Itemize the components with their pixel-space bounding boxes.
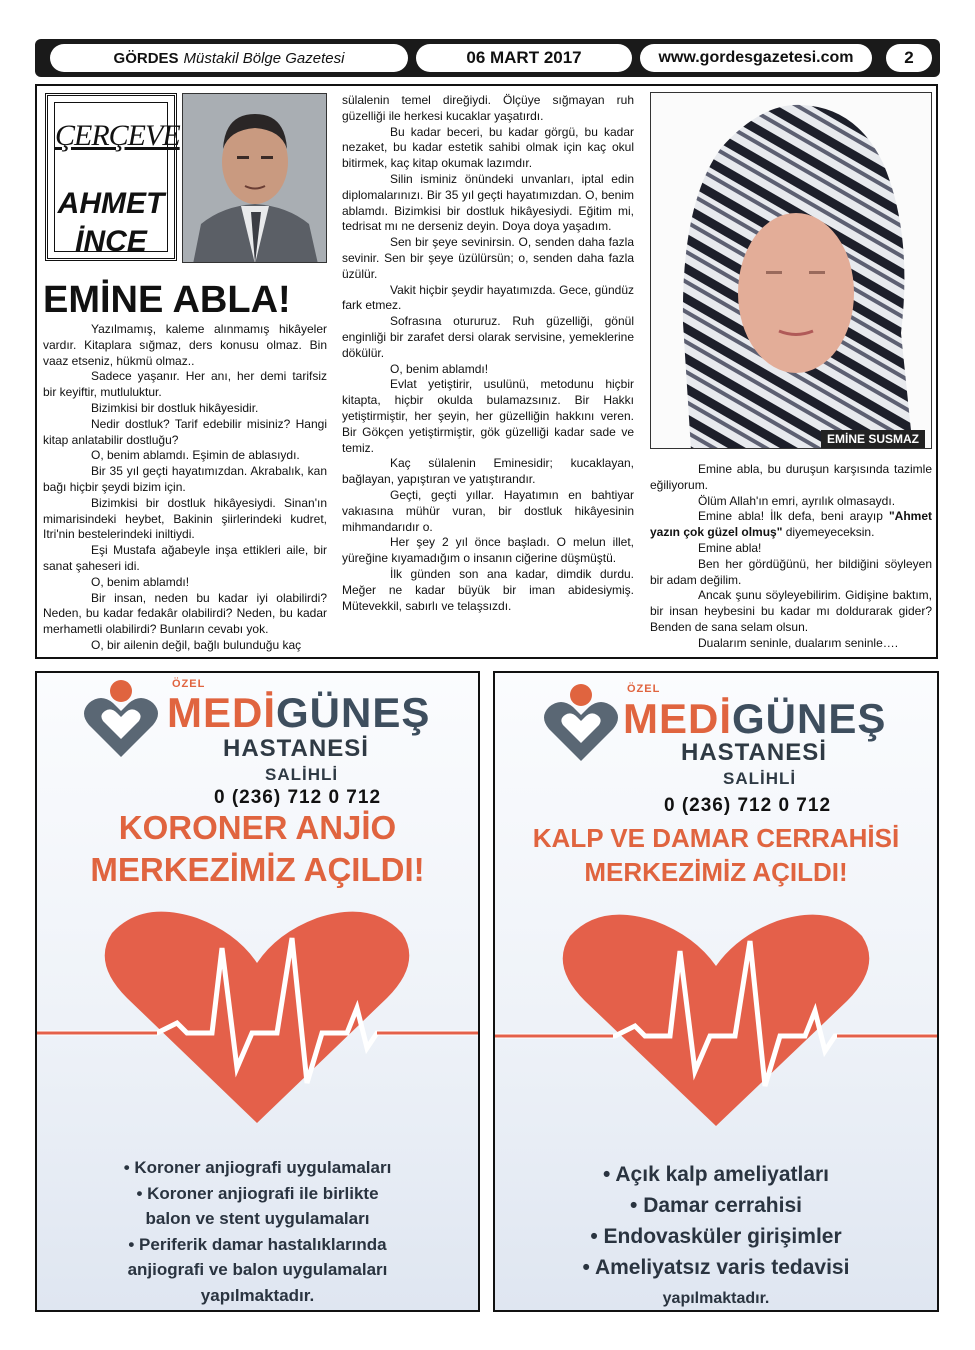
phone-number[interactable]: 0 (236) 712 0 712 — [664, 795, 832, 816]
paragraph: Eşi Mustafa ağabeyle inşa ettikleri aile, bir sanat şaheseri idi. — [43, 543, 327, 573]
brand-ozel: ÖZEL — [627, 683, 661, 695]
paragraph: Geçti, geçti yıllar. Hayatımın en bahtiyar vakıasına mühür vuran, bir dostluk hikâyesinin mihmandarıdır o. — [342, 487, 634, 534]
paragraph: O, bir ailenin değil, bağlı bulunduğu kaç — [91, 637, 302, 652]
list-item: • Ameliyatsız varis tedavisi — [582, 1256, 850, 1279]
author-name: AHMET İNCE — [57, 187, 165, 258]
brand-hastanesi: HASTANESİ — [681, 739, 827, 766]
author-photo — [182, 93, 327, 263]
masthead-pill — [50, 44, 408, 72]
article-column-1 — [43, 322, 327, 654]
column-logo — [45, 93, 180, 261]
photo-caption: EMİNE SUSMAZ — [821, 430, 925, 448]
paragraph: Yazılmamış, kaleme alınmamış hikâyeler vardır. Kitaplara sığmaz, ders konusu olmaz. Bin vaaz etseniz, hükmü olmaz.. — [43, 322, 327, 368]
ad-slogan-line2: MERKEZİMİZ AÇILDI! — [584, 857, 848, 887]
paragraph: Bizimkisi bir dostluk hikâyesidir. — [91, 400, 259, 415]
heart-ecg-icon — [495, 911, 937, 1131]
list-item: yapılmaktadır. — [200, 1285, 315, 1305]
paragraph: Bir insan, neden bu kadar iyi olabilirdi? Neden, bu kadar fedakâr olabilirdi? Neden, bu kadar merhametli olabilirdi? Bunların cevabı yok. — [43, 590, 327, 637]
list-item: balon ve stent uygulamaları — [145, 1209, 370, 1228]
paragraph: Evlat yetiştirir, usulünü, metodunu hiçbir kitapta, hiçbir okulda bulamazsınız. Bir Hakkı yetiştirmiştir, her şeyin, her güzelliğin hakkını veren. Bir Gökçen yetiştirmiştir, gök güzelliği kadar sade ve temiz. — [342, 377, 634, 455]
ad-services-list — [37, 1155, 478, 1308]
paragraph: Ölüm Allah'ın emri, ayrılık olmasaydı. — [698, 493, 896, 508]
list-item: • Endovasküler girişimler — [590, 1225, 842, 1248]
paragraph: Silin isminiz önündeki unvanları, iptal edin diplomalarınızı. Bir 35 yıl geçti hayatımızdan. O, benim ablamdı. Bizimkisi bir dostluk hikâyesiydi. Eğitim mi, tedrisat mı ne derseniz deyin. Doya doya yaşadım. — [342, 171, 634, 234]
article-column-2 — [342, 93, 634, 614]
brand-location: SALİHLİ — [265, 765, 339, 784]
brand-location: SALİHLİ — [723, 769, 797, 788]
paragraph: İlk günden son ana kadar, dimdik durdu. Meğer ne kadar büyük bir iman abidesiymiş. Mütevekkil, sabırlı ve telaşsızdı. — [342, 566, 634, 613]
subject-photo — [650, 92, 932, 449]
paragraph: O, benim ablamdı! — [91, 574, 190, 589]
brand-name: MEDİGÜNEŞ — [623, 695, 887, 742]
list-item: • Damar cerrahisi — [630, 1194, 802, 1217]
paragraph: Emine abla, bu duruşun karşısında tazimle eğiliyorum. — [650, 462, 932, 492]
subject-portrait-image — [651, 93, 932, 449]
brand-hastanesi: HASTANESİ — [223, 735, 369, 762]
paragraph: Dualarım seninle, dualarım seninle…. — [698, 635, 899, 650]
paragraph: O, benim ablamdı. Eşimin de ablasıydı. — [91, 448, 300, 463]
paragraph: Her şey 2 yıl önce başladı. O melun illet, yüreğine kıyamadığım o insanın ciğerine düşmüştü. — [342, 535, 634, 566]
hospital-ad-koroner[interactable] — [35, 671, 480, 1312]
paragraph: Nedir dostluk? Tarif edebilir misiniz? Hangi kitap anlatabilir dostluğu? — [43, 416, 327, 447]
ad-slogan-line2: MERKEZİMİZ AÇILDI! — [90, 851, 425, 888]
brand-ozel: ÖZEL — [172, 678, 206, 690]
ad-slogan-line1: KALP VE DAMAR CERRAHİSİ — [532, 823, 900, 853]
paragraph: Vakit hiçbir şeydir hayatımızda. Gece, gündüz fark etmez. — [342, 282, 634, 313]
paper-subtitle: Müstakil Bölge Gazetesi — [183, 49, 345, 67]
list-item: yapılmaktadır. — [662, 1290, 770, 1307]
ad-slogan-line1: KORONER ANJİO — [118, 809, 397, 846]
paragraph: Bir 35 yıl geçti hayatımızdan. Akrabalık, kan bağı hiçbir şeydi bizim için. — [43, 464, 327, 494]
article-headline: EMİNE ABLA! — [43, 279, 291, 321]
paragraph: Emine abla! — [698, 540, 762, 555]
hospital-ad-kalp-damar[interactable] — [493, 671, 939, 1312]
paragraph: sülalenin temel direğiydi. Ölçüye sığmayan ruh güzelliği ile herkesi kucaklar yaşatırdı. — [342, 93, 634, 123]
paragraph: Bu kadar beceri, bu kadar görgü, bu kadar nezaket, bu kadar estetik sahibi olmak için kaç okul bitirmek, kaç kitap okumak lazımdır. — [342, 124, 634, 171]
paragraph: Ancak şunu söyleyebilirim. Gidişine baktım, bir insan heybesini bu kadar mı doldurarak gider? Benden de sana selam olsun. — [650, 588, 932, 634]
list-item: • Koroner anjiografi uygulamaları — [123, 1158, 392, 1177]
column-section-title: ÇERÇEVE — [55, 119, 180, 152]
hospital-logo-icon — [79, 675, 169, 765]
paper-name: GÖRDES — [113, 49, 179, 67]
article-column-3 — [650, 462, 932, 652]
brand-name: MEDİGÜNEŞ — [167, 689, 431, 736]
paragraph: Ben her gördüğünü, her bildiğini söyleyen bir adam değilim. — [650, 556, 932, 587]
author-portrait-image — [183, 94, 327, 263]
page-number: 2 — [886, 44, 932, 72]
paragraph: O, benim ablamdı! — [390, 361, 489, 376]
paragraph: Emine abla! İlk defa, beni arayıp "Ahmet yazın çok güzel olmuş" diyemeyeceksin. — [650, 509, 932, 540]
list-item: • Açık kalp ameliyatları — [602, 1163, 830, 1186]
paragraph: Bizimkisi bir dostluk hikâyesiydi. Sinan'ın mimarisindeki heybet, Bakinin şiirlerindeki kudret, Itri'nin bestelerindeki iniltiydi. — [43, 495, 327, 542]
website-link[interactable]: www.gordesgazetesi.com — [640, 44, 872, 72]
quote: "Ahmet yazın çok güzel olmuş" — [650, 509, 932, 540]
list-item: • Periferik damar hastalıklarında — [128, 1234, 387, 1254]
paragraph: Sen bir şeye sevinirsin. O, senden daha fazla sevinir. Sen bir şeye üzülürsün; o, senden daha fazla üzülür. — [342, 235, 634, 281]
paragraph: Sofrasına otururuz. Ruh güzelliği, gönül enginliği bir zarafet dersi olarak servisine, yemeklerine dökülür. — [342, 314, 634, 360]
issue-date: 06 MART 2017 — [416, 44, 632, 72]
paragraph: Kaç sülalenin Eminesidir; kucaklayan, bağlayan, yapıştıran ve yatıştırandır. — [342, 456, 634, 487]
paragraph: Sadece yaşanır. Her anı, her demi tarifsiz bir keyiftir, mutluluktur. — [43, 369, 327, 400]
hospital-logo-icon — [539, 679, 629, 769]
phone-number[interactable]: 0 (236) 712 0 712 — [214, 787, 382, 808]
heart-ecg-icon — [37, 908, 478, 1128]
list-item: anjiografi ve balon uygulamaları — [127, 1260, 388, 1279]
ad-services-list — [495, 1159, 937, 1312]
list-item: • Koroner anjiografi ile birlikte — [136, 1183, 379, 1203]
